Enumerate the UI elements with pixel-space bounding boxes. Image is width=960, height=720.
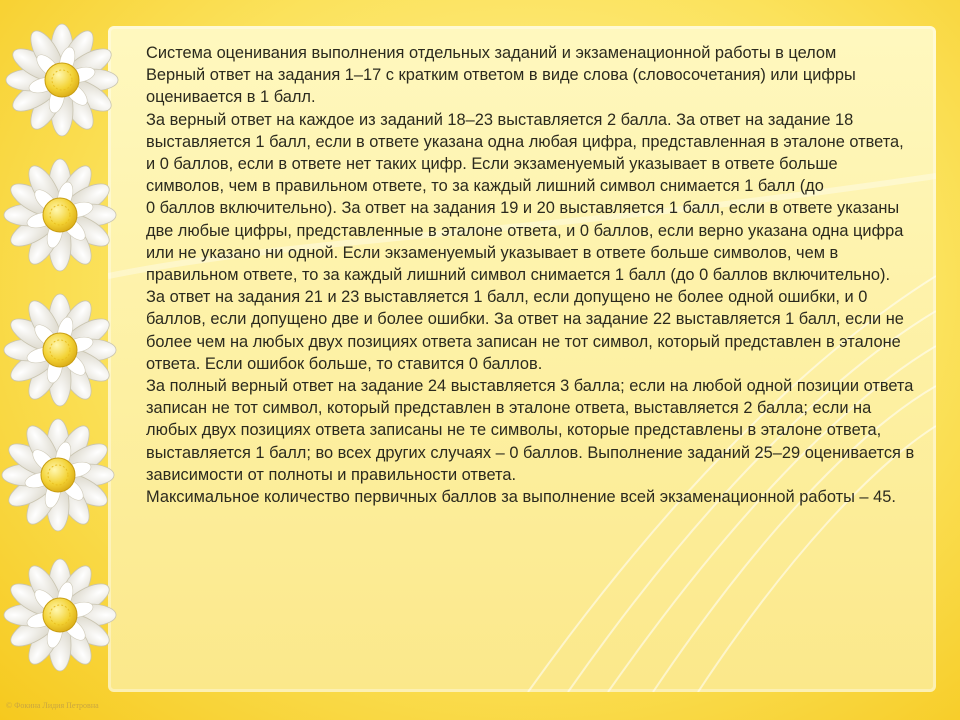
flower-column [0,0,140,720]
grading-text [146,42,916,508]
daisy-flower-4 [2,419,114,531]
text-paragraph: выставляется 1 балл; во всех других случаях – 0 баллов. Выполнение заданий 25–29 оценивается в зависимости от полноты и правильности ответа. [146,443,915,484]
text-paragraph: ответа. Если ошибок больше, то ставится 0 баллов. [146,354,543,373]
text-paragraph: Максимальное количество первичных баллов за выполнение всей экзаменационной работы – 45. [146,488,896,507]
text-paragraph: За ответ на задания 21 и 23 выставляется 1 балл, если допущено не более одной ошибки, и 0 баллов, если допущено две и более ошибки. За ответ на задание 22 выставляется 1 балл, если не более чем на любых двух позициях ответа записан не тот символ, который представлен в эталоне [146,288,904,351]
text-paragraph: 0 баллов включительно). За ответ на задания 19 и 20 выставляется 1 балл, если в ответе указаны [146,199,900,218]
copyright-footer: © Фокина Лидия Петровна [6,701,99,710]
heading-paragraph: Система оценивания выполнения отдельных заданий и экзаменационной работы в целом [146,44,837,62]
text-paragraph: За верный ответ на каждое из заданий 18–23 выставляется 2 балла. За ответ на задание 18 выставляется 1 балл, если в ответе указана одна любая цифра, представленная в эталоне ответа, и 0 баллов, если в ответе нет таких цифр. Если экзаменуемый указывает в ответе больше символов, чем в правильном ответе, то за каждый лишний символ снимается 1 балл (до [146,110,904,196]
daisy-flower-5 [4,559,116,671]
text-paragraph: За полный верный ответ на задание 24 выставляется 3 балла; если на любой одной позиции ответа записан не тот символ, который представлен в эталоне ответа, выставляется 2 балла; если на любых двух позициях ответа записаны не те символы, которые представлены в эталоне ответа, [146,377,914,440]
daisy-flower-1 [6,24,118,136]
text-paragraph: Верный ответ на задания 1–17 с кратким ответом в виде слова (словосочетания) или цифры оценивается в 1 балл. [146,66,856,107]
text-paragraph: две любые цифры, представленные в эталоне ответа, и 0 баллов, если верно указана одна цифра или не указано ни одной. Если экзаменуемый указывает в ответе больше символов, чем в правильном ответе, то за каждый лишний символ снимается 1 балл (до 0 баллов включительно). [146,221,904,285]
daisy-flower-2 [4,159,116,271]
daisy-flower-3 [4,294,116,406]
